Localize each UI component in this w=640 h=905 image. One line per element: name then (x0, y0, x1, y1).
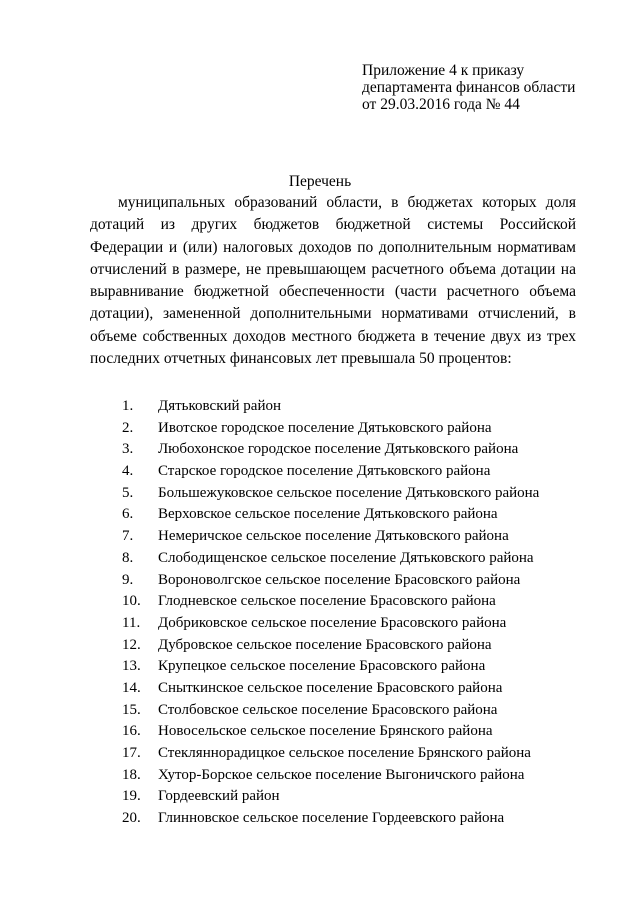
list-item-text: Крупецкое сельское поселение Брасовского района (158, 658, 486, 675)
list-item-number: 20. (122, 810, 141, 827)
list-item-text: Стекляннорадицкое сельское поселение Брянского района (158, 745, 531, 761)
list-item-text: Вороноволгское сельское поселение Брасовского района (158, 571, 521, 588)
list-item (0, 396, 640, 418)
list-item (0, 656, 640, 678)
list-item-number: 5. (122, 484, 134, 501)
intro-paragraph: муниципальных образований области, в бюджетах которых доля дотаций из других бюджетов бюджетной системы Российской Федерации и (или) налоговых доходов по дополнительным нормативам отчислений в размере, не превышающем расчетного объема дотации на выравнивание бюджетной обеспеченности (части расчетного объема дотации), замененной дополнительными нормативами отчислений, в объеме собственных доходов местного бюджета в течение двух из трех последних отчетных финансовых лет превышала 50 процентов: (90, 194, 576, 368)
appendix-line-1: Приложение 4 к приказу (362, 62, 525, 79)
list-item-text: Большежуковское сельское поселение Дятьковского района (158, 484, 540, 501)
list-item-number: 19. (122, 788, 141, 805)
list-item-number: 18. (122, 766, 141, 783)
list-item-text: Гордеевский район (158, 788, 280, 805)
list-item (0, 418, 640, 440)
list-item-number: 9. (122, 571, 134, 588)
appendix-line-3: от 29.03.2016 года № 44 (362, 96, 520, 113)
list-item (0, 439, 640, 461)
list-item-text: Немеричское сельское поселение Дятьковского района (158, 528, 509, 545)
list-item (0, 613, 640, 635)
list-item-text: Новосельское сельское поселение Брянского района (158, 723, 493, 740)
list-item-text: Дубровское сельское поселение Брасовского района (158, 636, 492, 653)
list-item-number: 6. (122, 506, 134, 523)
document-heading: Перечень (288, 173, 352, 190)
list-item (0, 808, 640, 830)
list-item (0, 591, 640, 613)
list-item-text: Ивотское городское поселение Дятьковского района (158, 419, 492, 436)
list-item-text: Слободищенское сельское поселение Дятьковского района (158, 549, 534, 566)
list-item (0, 743, 640, 765)
list-item-number: 7. (122, 528, 134, 545)
list-item-number: 16. (122, 723, 141, 740)
list-item-number: 13. (122, 658, 141, 675)
appendix-line-2: департамента финансов области (362, 79, 576, 96)
list-item-text: Хутор-Борское сельское поселение Выгоничского района (158, 766, 525, 783)
list-item-number: 2. (122, 419, 134, 436)
list-item (0, 700, 640, 722)
list-item-number: 14. (122, 679, 141, 696)
list-item-text: Старское городское поселение Дятьковского района (158, 463, 491, 480)
list-item (0, 548, 640, 570)
list-item-text: Глодневское сельское поселение Брасовского района (158, 593, 496, 610)
list-item-text: Столбовское сельское поселение Брасовского района (158, 701, 498, 718)
list-item-number: 11. (122, 614, 141, 631)
list-item-text: Добриковское сельское поселение Брасовского района (158, 614, 507, 631)
appendix-header (362, 62, 575, 113)
list-item-text: Дятьковский район (158, 398, 282, 414)
list-item (0, 765, 640, 787)
list-item-number: 8. (122, 549, 134, 566)
list-item (0, 678, 640, 700)
list-item-number: 10. (122, 593, 141, 610)
list-item-number: 15. (122, 701, 141, 718)
list-item-text: Верховское сельское поселение Дятьковского района (158, 506, 498, 523)
list-item (0, 483, 640, 505)
list-item-number: 17. (122, 745, 141, 761)
list-item (0, 504, 640, 526)
list-item (0, 786, 640, 808)
list-item (0, 461, 640, 483)
list-item-number: 12. (122, 636, 141, 653)
list-item-text: Сныткинское сельское поселение Брасовского района (158, 679, 503, 696)
municipality-list (0, 396, 640, 830)
list-item-text: Глинновское сельское поселение Гордеевского района (158, 810, 505, 827)
list-item-text: Любохонское городское поселение Дятьковского района (158, 441, 519, 458)
list-item-number: 3. (122, 441, 134, 458)
list-item (0, 526, 640, 548)
list-item (0, 570, 640, 592)
list-item-number: 4. (122, 463, 134, 480)
list-item (0, 635, 640, 657)
list-item (0, 721, 640, 743)
list-item-number: 1. (122, 398, 134, 414)
